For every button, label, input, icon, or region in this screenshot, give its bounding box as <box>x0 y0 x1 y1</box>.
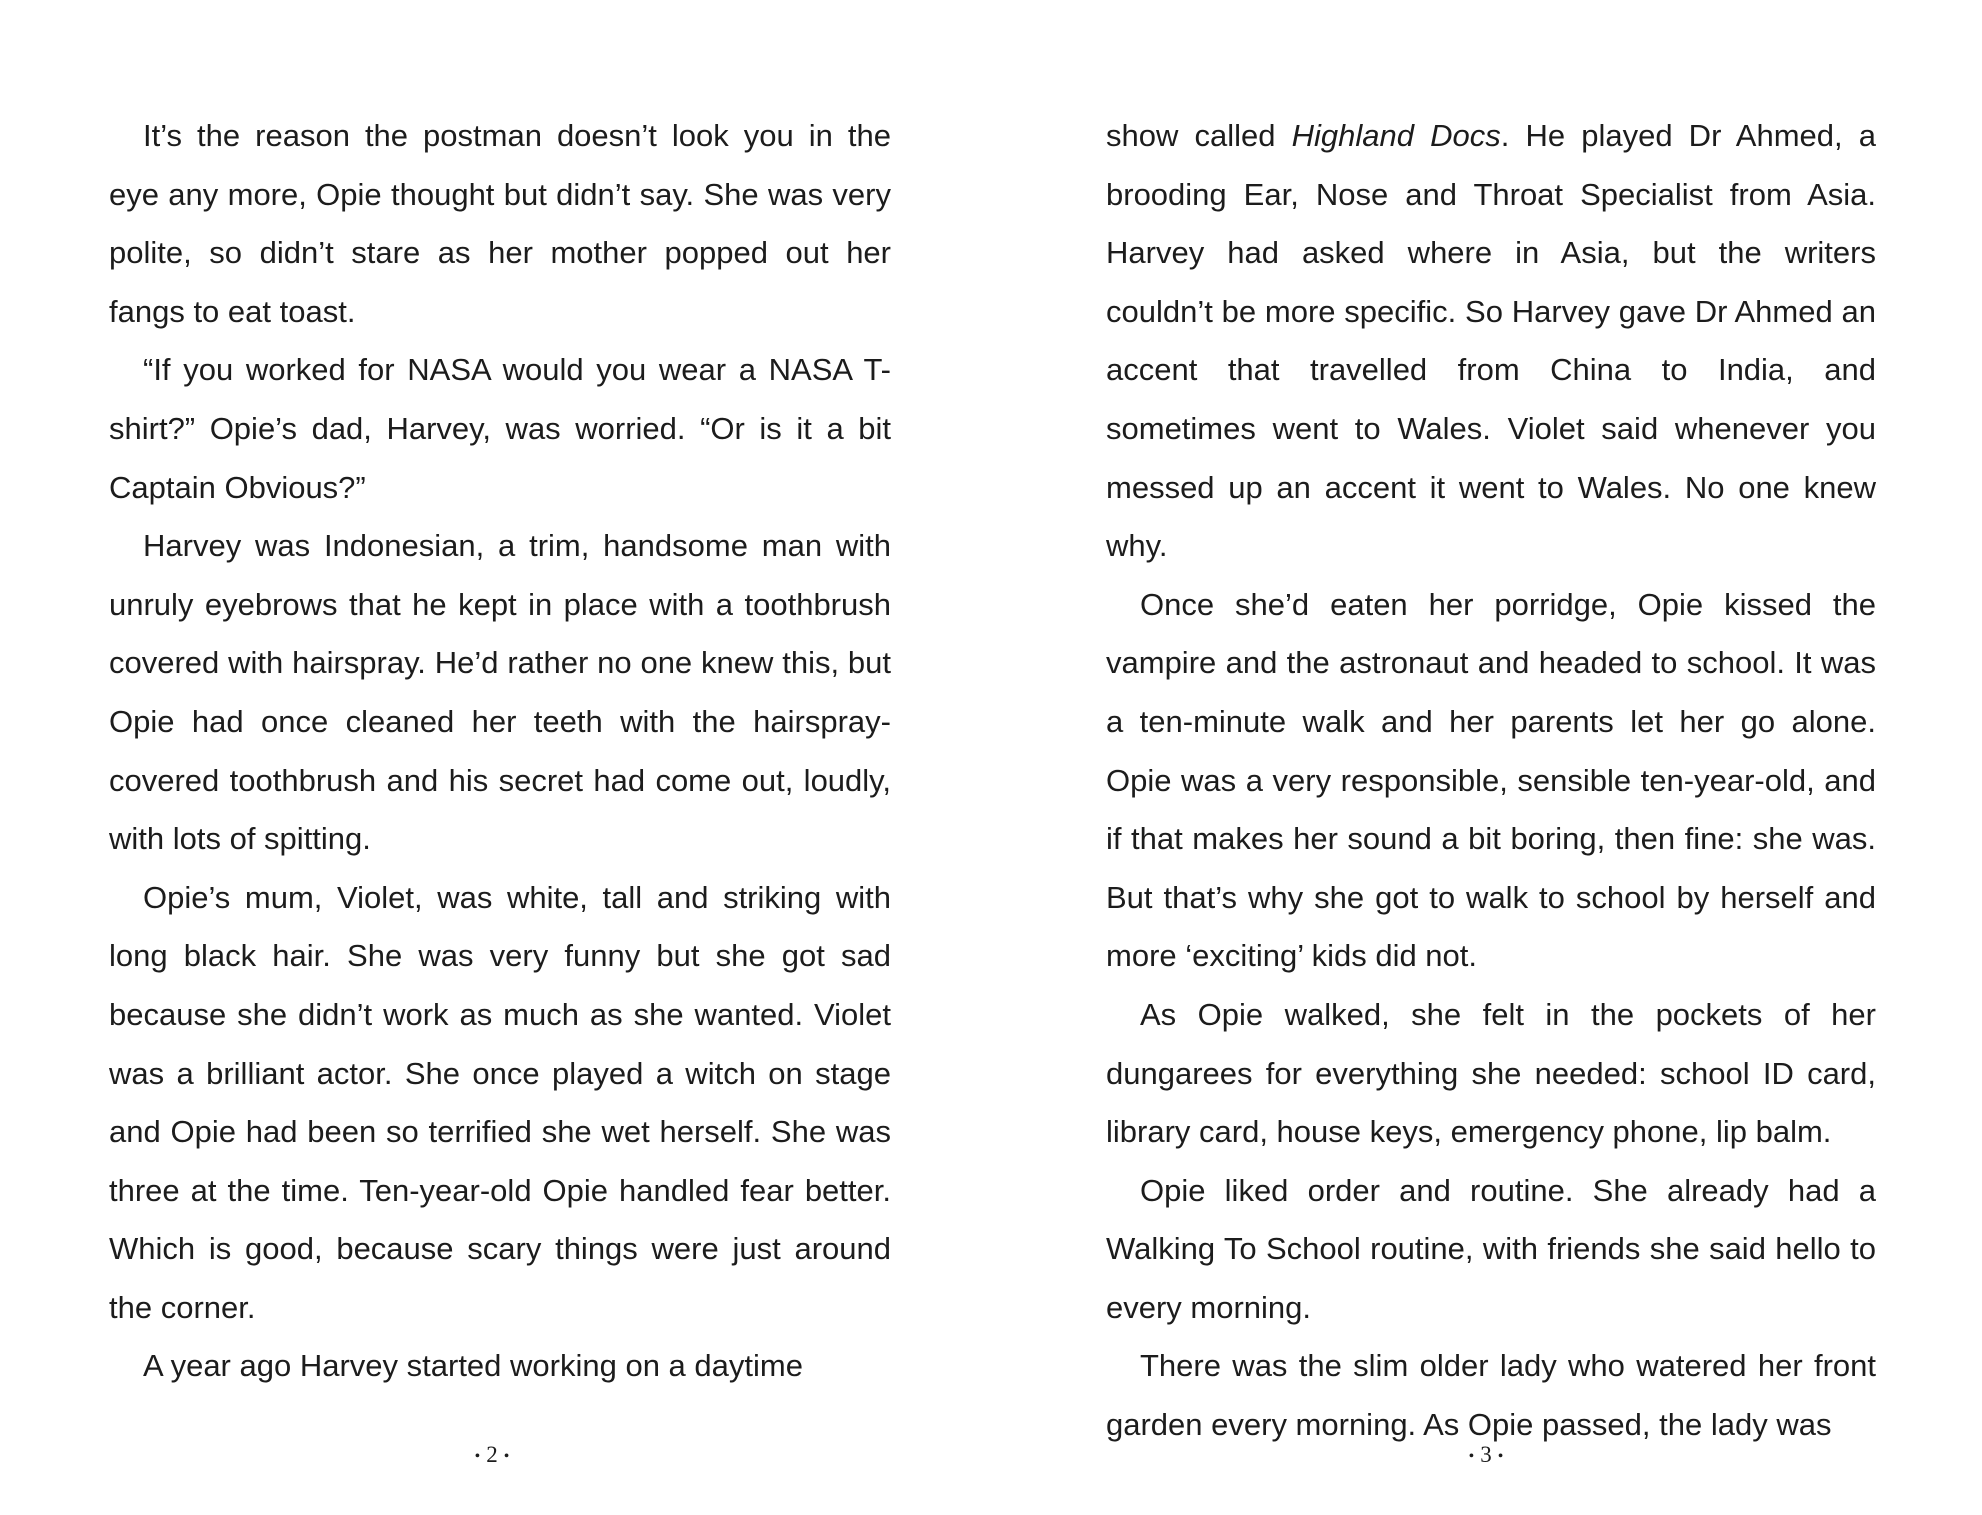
paragraph-older-lady: There was the slim older lady who watered her front garden every morning. As Opie passed, the lady was <box>1106 1348 1876 1443</box>
right-page-body-text <box>1106 107 1876 1455</box>
continuation-text-end: . He played Dr Ahmed, a brooding Ear, Nose and Throat Specialist from Asia. Harvey had asked where in Asia, but the writers couldn’t be more specific. So Harvey gave Dr Ahmed an accent that travelled from China to India, and sometimes went to Wales. Violet said whenever you messed up an accent it went to Wales. No one knew why. <box>1106 118 1877 564</box>
paragraph-postman: It’s the reason the postman doesn’t look you in the eye any more, Opie thought but didn’t say. She was very polite, so didn’t stare as her mother popped out her fangs to eat toast. <box>109 118 891 329</box>
paragraph-pockets: As Opie walked, she felt in the pockets of her dungarees for everything she needed: school ID card, library card, house keys, emergency phone, lip balm. <box>1106 996 1876 1150</box>
folio-bullet-icon: • <box>1468 1447 1475 1465</box>
left-page-body-text <box>109 107 891 1396</box>
paragraph-nasa-tshirt: “If you worked for NASA would you wear a NASA T-shirt?” Opie’s dad, Harvey, was worried. “Or is it a bit Captain Obvious?” <box>109 352 891 505</box>
folio-bullet-icon: • <box>503 1447 510 1465</box>
folio-bullet-icon: • <box>1497 1447 1504 1465</box>
page-number-left <box>432 1442 552 1468</box>
paragraph-walk-to-school: Once she’d eaten her porridge, Opie kissed the vampire and the astronaut and headed to school. It was a ten-minute walk and her parents let her go alone. Opie was a very responsible, sensible ten-year-old, and if that makes her sound a bit boring, then fine: she was. But that’s why she got to walk to school by herself and more ‘exciting’ kids did not. <box>1106 586 1876 974</box>
paragraph-routine: Opie liked order and routine. She already had a Walking To School routine, with friends she said hello to every morning. <box>1106 1172 1876 1325</box>
continuation-text-start: show called <box>1106 118 1292 153</box>
paragraph-harvey-description: Harvey was Indonesian, a trim, handsome man with unruly eyebrows that he kept in place with a toothbrush covered with hairspray. He’d rather no one knew this, but Opie had once cleaned her teeth with the hairspray-covered toothbrush and his secret had come out, loudly, with lots of spitting. <box>109 528 891 857</box>
paragraph-highland-docs-continuation <box>1106 107 1876 576</box>
paragraph-harvey-daytime: A year ago Harvey started working on a daytime <box>143 1348 803 1384</box>
page-number-value: 2 <box>486 1442 498 1467</box>
right-page <box>991 0 1982 1515</box>
show-title-italic: Highland Docs <box>1291 118 1501 153</box>
page-number-value: 3 <box>1480 1442 1492 1467</box>
folio-bullet-icon: • <box>474 1447 481 1465</box>
page-number-right <box>1426 1442 1546 1468</box>
paragraph-violet-description: Opie’s mum, Violet, was white, tall and striking with long black hair. She was very funny but she got sad because she didn’t work as much as she wanted. Violet was a brilliant actor. She once played a witch on stage and Opie had been so terrified she wet herself. She was three at the time. Ten-year-old Opie handled fear better. Which is good, because scary things were just around the corner. <box>109 879 891 1325</box>
